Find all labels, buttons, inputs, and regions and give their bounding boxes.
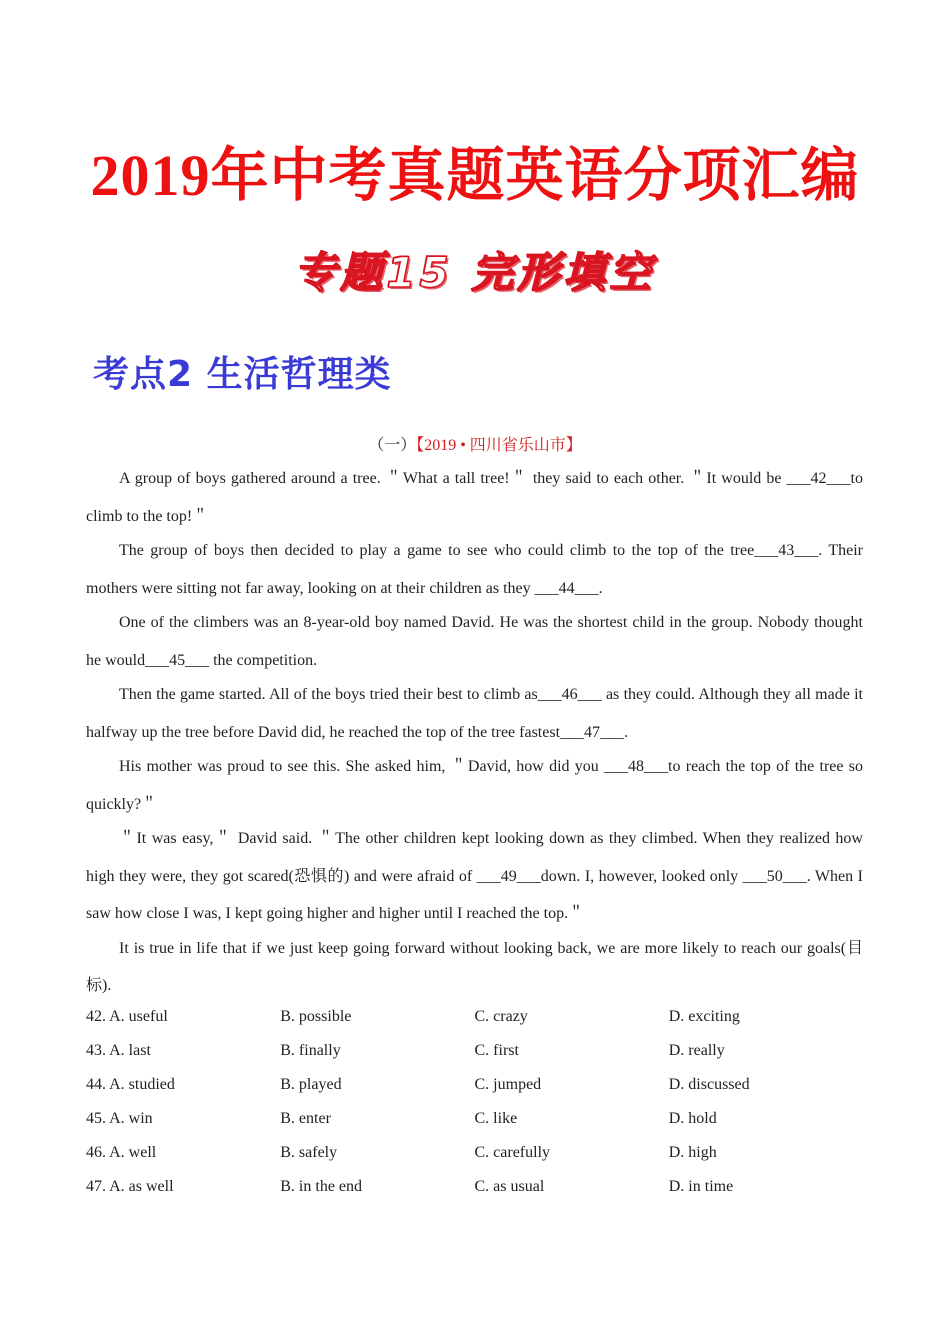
option-a: 42. A. useful — [86, 1008, 168, 1025]
passage-paragraph: Then the game started. All of the boys tried their best to climb as___46___ as they could. Although they all made it halfway up the tree before David did, he reached the top of the tree fastest___47___. — [86, 686, 863, 741]
option-b: B. enter — [280, 1110, 331, 1127]
option-c: C. jumped — [474, 1076, 542, 1093]
option-c: C. like — [474, 1110, 518, 1127]
answer-options — [86, 1000, 863, 1204]
question-row — [86, 1000, 863, 1034]
passage-paragraph: A group of boys gathered around a tree. ＂What a tall tree!＂ they said to each other. ＂It would be ___42___to climb to the top!＂ — [86, 470, 863, 525]
source-label: 【2019 • 四川省乐山市】 — [416, 437, 582, 454]
option-b: B. finally — [280, 1042, 341, 1059]
question-row — [86, 1034, 863, 1068]
option-c: C. as usual — [474, 1178, 545, 1195]
question-row — [86, 1068, 863, 1102]
option-b: B. safely — [280, 1144, 338, 1161]
question-row — [86, 1102, 863, 1136]
sub-title: 专题15 完形填空 — [294, 248, 656, 297]
passage-number: （一） — [368, 437, 417, 454]
option-c: C. carefully — [474, 1144, 551, 1161]
passage-paragraph: The group of boys then decided to play a game to see who could climb to the top of the tree___43___. Their mothers were sitting not far away, looking on at their children as they ___44___. — [86, 542, 863, 597]
passage-paragraph: It is true in life that if we just keep going forward without looking back, we are more likely to reach our goals(目标). — [86, 939, 863, 994]
option-d: D. really — [668, 1042, 725, 1059]
passage-paragraph: One of the climbers was an 8-year-old boy named David. He was the shortest child in the group. Nobody thought he would___45___ the competition. — [86, 614, 863, 669]
passage-paragraph: ＂It was easy,＂ David said. ＂The other children kept looking down as they climbed. When they realized how high they were, they got scared(恐惧的) and were afraid of ___49___down. I, however, looked only ___50___. When I saw how close I was, I kept going higher and higher until I reached the top.＂ — [86, 830, 863, 922]
option-a: 47. A. as well — [86, 1178, 174, 1195]
option-d: D. discussed — [668, 1076, 750, 1093]
option-b: B. played — [280, 1076, 342, 1093]
question-row — [86, 1136, 863, 1170]
question-row — [86, 1170, 863, 1204]
option-a: 46. A. well — [86, 1144, 157, 1161]
option-d: D. in time — [668, 1178, 734, 1195]
option-a: 43. A. last — [86, 1042, 151, 1059]
option-a: 44. A. studied — [86, 1076, 175, 1093]
passage-paragraph: His mother was proud to see this. She asked him, ＂David, how did you ___48___to reach the top of the tree so quickly?＂ — [86, 758, 863, 813]
option-a: 45. A. win — [86, 1110, 153, 1127]
option-c: C. crazy — [474, 1008, 528, 1025]
cloze-passage — [86, 460, 863, 1002]
option-b: B. in the end — [280, 1178, 363, 1195]
option-d: D. hold — [668, 1110, 717, 1127]
option-d: D. exciting — [668, 1008, 740, 1025]
option-b: B. possible — [280, 1008, 352, 1025]
section-title: 考点2 生活哲理类 — [93, 354, 392, 395]
option-c: C. first — [474, 1042, 519, 1059]
main-title: 2019年中考真题英语分项汇编 — [90, 143, 860, 208]
option-d: D. high — [668, 1144, 717, 1161]
passage-source — [0, 432, 950, 455]
